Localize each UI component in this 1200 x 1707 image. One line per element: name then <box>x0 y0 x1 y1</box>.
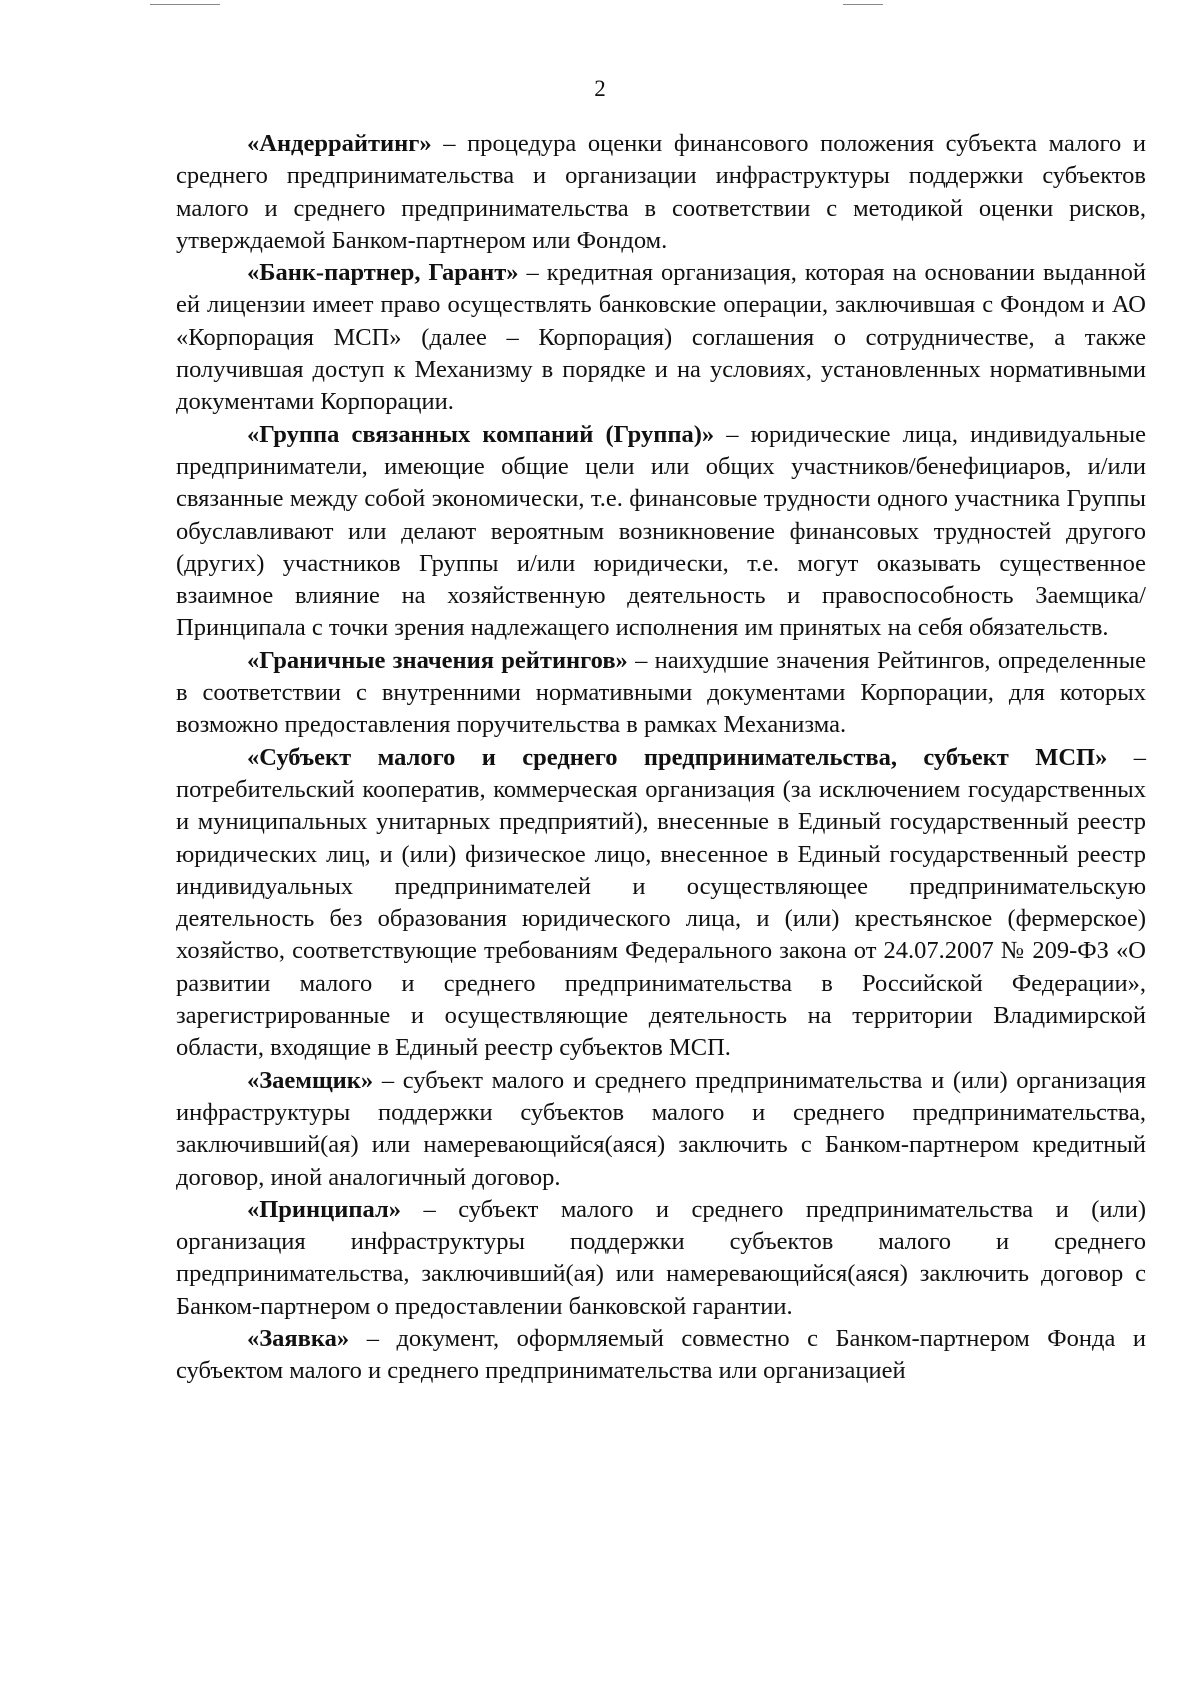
definition-underwriting <box>176 128 1146 257</box>
definition-text: – потребительский кооператив, коммерческая организация (за исключением государственных и муниципальных унитарных предприятий), внесенные в Единый государственный реестр юридических лиц, и (или) физическое лицо, внесенное в Единый государственный реестр индивидуальных предпринимателей и осуществляющее предпринимательскую деятельность без образования юридического лица, и (или) крестьянское (фермерское) хозяйство, соответствующие требованиям Федерального закона от 24.07.2007 № 209-ФЗ «О развитии малого и среднего предпринимательства в Российской Федерации», зарегистрированные и осуществляющие деятельность на территории Владимирской области, входящие в Единый реестр субъектов МСП. <box>176 743 1146 1062</box>
definition-text: – кредитная организация, которая на основании выданной ей лицензии имеет право осуществлять банковские операции, заключившая с Фондом и АО «Корпорация МСП» (далее – Корпорация) соглашения о сотрудничестве, а также получившая доступ к Механизму в порядке и на условиях, установленных нормативными документами Корпорации. <box>176 259 1146 416</box>
definition-text: – документ, оформляемый совместно с Банком-партнером Фонда и субъектом малого и среднего предпринимательства или организацией <box>176 1324 1146 1385</box>
definition-partner-bank <box>176 257 1146 418</box>
definition-principal <box>176 1194 1146 1323</box>
definition-term: «Принципал» <box>247 1195 401 1223</box>
definition-text: – наихудшие значения Рейтингов, определенные в соответствии с внутренними нормативными документами Корпорации, для которых возможно предоставления поручительства в рамках Механизма. <box>176 646 1146 739</box>
definitions-text <box>176 128 1146 1388</box>
definition-term: «Заемщик» <box>247 1066 374 1094</box>
definition-borrower <box>176 1065 1146 1194</box>
definition-term: «Банк-партнер, Гарант» <box>247 259 519 287</box>
definition-sme-subject <box>176 742 1146 1065</box>
definition-term: «Граничные значения рейтингов» <box>247 646 628 674</box>
definition-group <box>176 419 1146 645</box>
definition-rating-limits <box>176 645 1146 742</box>
definition-application <box>176 1323 1146 1388</box>
page-number: 2 <box>594 76 606 101</box>
definition-term: «Заявка» <box>247 1324 350 1352</box>
scan-artifact <box>843 4 883 5</box>
definition-text: – субъект малого и среднего предпринимательства и (или) организация инфраструктуры поддержки субъектов малого и среднего предпринимательства, заключивший(ая) или намеревающийся(аяся) заключить с Банком-партнером кредитный договор, иной аналогичный договор. <box>176 1066 1146 1191</box>
definition-text: – юридические лица, индивидуальные предприниматели, имеющие общие цели или общих участников/бенефициаров, и/или связанные между собой экономически, т.е. финансовые трудности одного участника Группы обуславливают или делают вероятным возникновение финансовых трудностей другого (других) участников Группы и/или юридически, т.е. могут оказывать существенное взаимное влияние на хозяйственную деятельность и правоспособность Заемщика/Принципала с точки зрения надлежащего исполнения им принятых на себя обязательств. <box>176 420 1146 642</box>
definition-term: «Андеррайтинг» <box>247 130 432 157</box>
scan-artifact <box>150 4 220 5</box>
definition-term: «Группа связанных компаний (Группа)» <box>247 420 715 448</box>
definition-term: «Субъект малого и среднего предпринимательства, субъект МСП» <box>247 743 1108 771</box>
definition-text: – субъект малого и среднего предпринимательства и (или) организация инфраструктуры поддержки субъектов малого и среднего предпринимательства, заключивший(ая) или намеревающийся(аяся) заключить договор с Банком-партнером о предоставлении банковской гарантии. <box>176 1195 1146 1320</box>
definition-text: – процедура оценки финансового положения субъекта малого и среднего предпринимательства и организации инфраструктуры поддержки субъектов малого и среднего предпринимательства в соответствии с методикой оценки рисков, утверждаемой Банком-партнером или Фондом. <box>176 130 1146 254</box>
